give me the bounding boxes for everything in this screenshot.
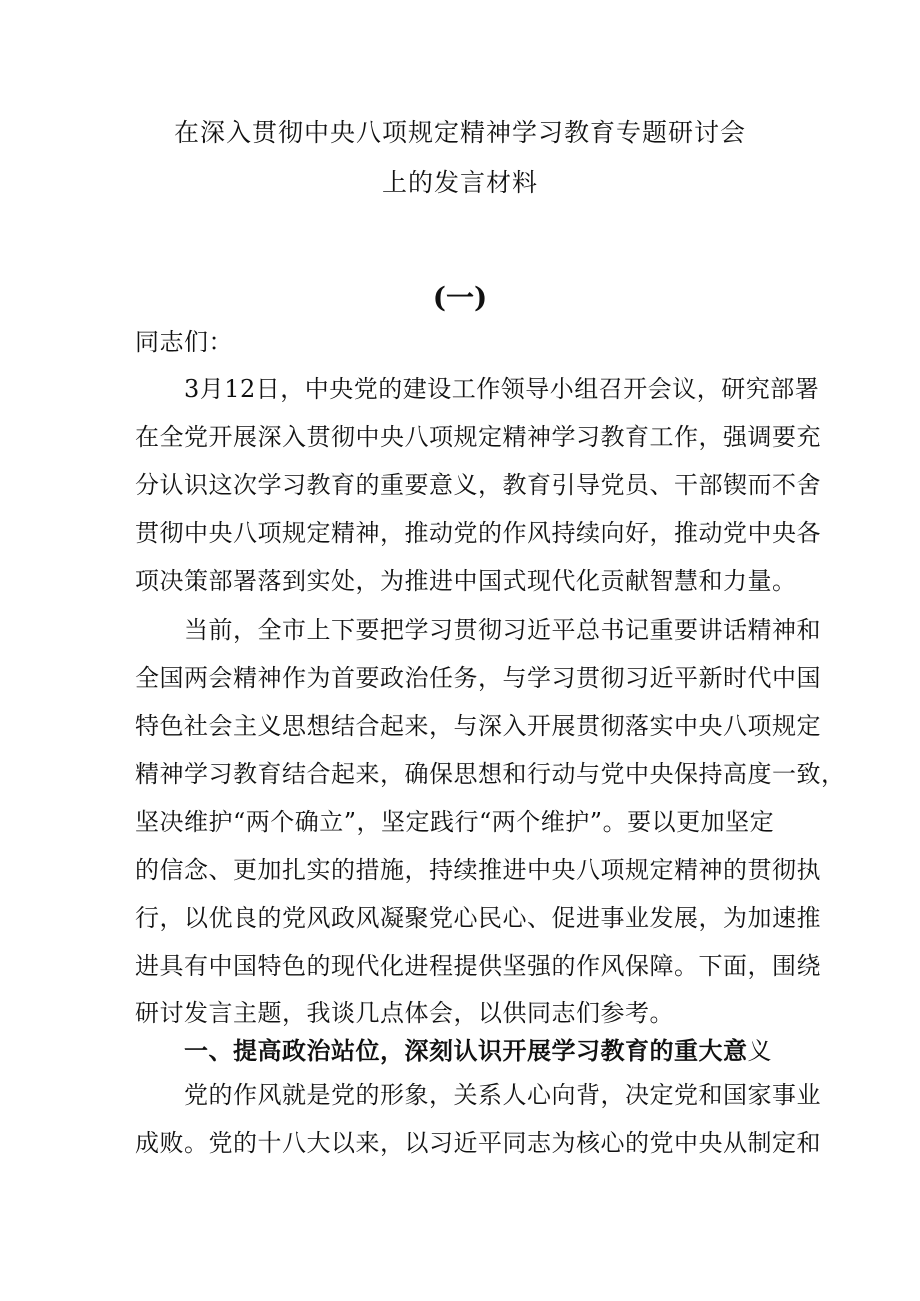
paragraph2-line: 精神学习教育结合起来，确保思想和行动与党中央保持高度一致， <box>135 760 846 788</box>
salutation: 同志们： <box>135 328 233 356</box>
section-heading-1 <box>184 1036 772 1066</box>
paragraph2-line: 进具有中国特色的现代化进程提供坚强的作风保障。下面，围绕 <box>135 952 821 980</box>
paragraph2-line: 全国两会精神作为首要政治任务，与学习贯彻习近平新时代中国 <box>135 664 821 692</box>
paragraph1-line: 项决策部署落到实处，为推进中国式现代化贡献智慧和力量。 <box>135 567 797 595</box>
paragraph2-line: 坚决维护“两个确立”，坚定践行“两个维护”。要以更加坚定 <box>135 808 775 836</box>
paragraph2-line: 当前，全市上下要把学习贯彻习近平总书记重要讲话精神和 <box>184 616 821 644</box>
section-heading-1-tail: 义 <box>747 1037 772 1065</box>
paragraph1-line: 贯彻中央八项规定精神，推动党的作风持续向好，推动党中央各 <box>135 519 821 547</box>
paragraph2-line: 行，以优良的党风政风凝聚党心民心、促进事业发展，为加速推 <box>135 904 821 932</box>
document-title-line1: 在深入贯彻中央八项规定精神学习教育专题研讨会 <box>173 118 746 147</box>
paragraph1-line: 在全党开展深入贯彻中央八项规定精神学习教育工作，强调要充 <box>135 423 821 451</box>
document-title-line2: 上的发言材料 <box>381 168 538 197</box>
paragraph1-line: 分认识这次学习教育的重要意义，教育引导党员、干部锲而不舍 <box>135 471 821 499</box>
paragraph2-line: 的信念、更加扎实的措施，持续推进中央八项规定精神的贯彻执 <box>135 856 821 884</box>
section-number: (一) <box>432 281 488 314</box>
paragraph3-line: 党的作风就是党的形象，关系人心向背，决定党和国家事业 <box>184 1081 821 1109</box>
paragraph3-line: 成败。党的十八大以来，以习近平同志为核心的党中央从制定和 <box>135 1129 821 1157</box>
paragraph2-line: 特色社会主义思想结合起来，与深入开展贯彻落实中央八项规定 <box>135 712 821 740</box>
paragraph1-line: 3月12日，中央党的建设工作领导小组召开会议，研究部署 <box>184 375 820 403</box>
paragraph2-line: 研讨发言主题，我谈几点体会，以供同志们参考。 <box>135 999 674 1027</box>
section-heading-1-text: 一、提高政治站位，深刻认识开展学习教育的重大意 <box>184 1036 748 1065</box>
